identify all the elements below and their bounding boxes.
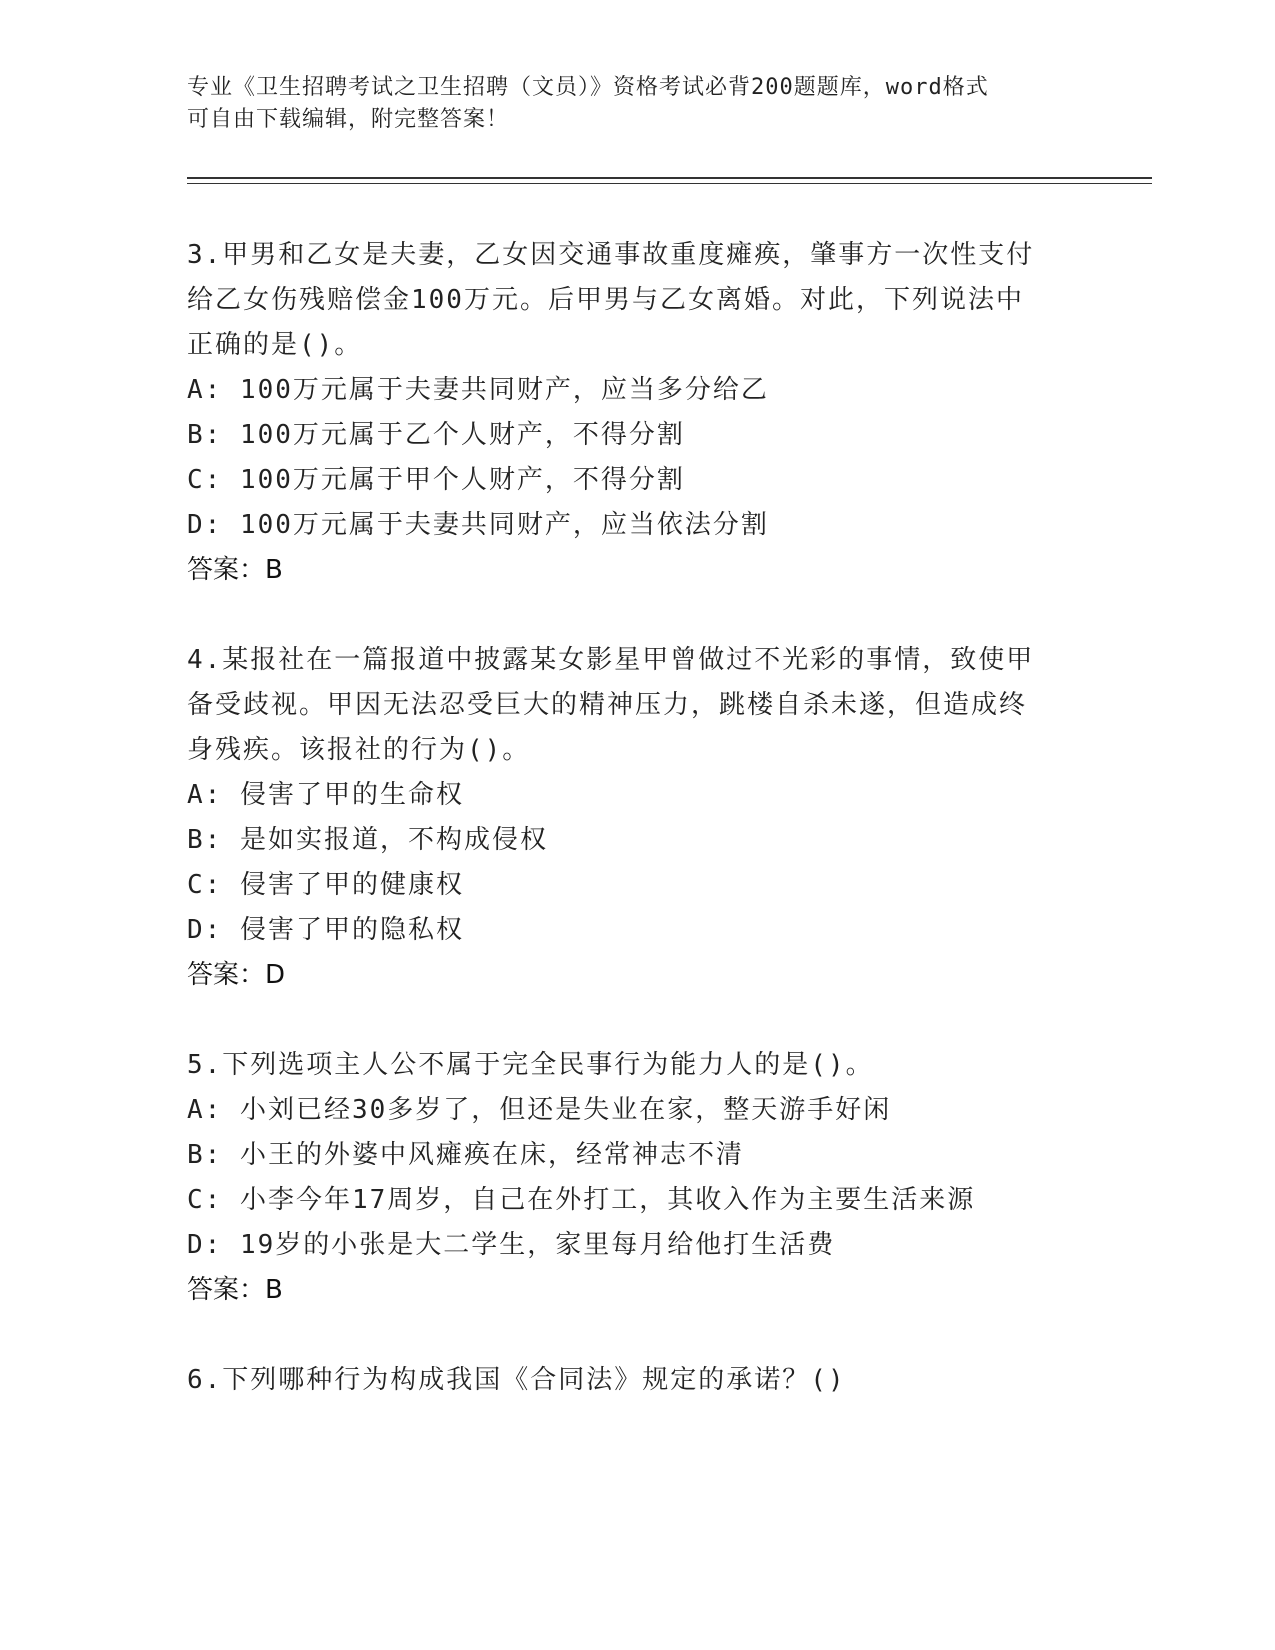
option-a: A: 侵害了甲的生命权: [187, 780, 464, 810]
option-d: D: 侵害了甲的隐私权: [187, 915, 464, 945]
header-divider: [187, 177, 1152, 179]
question-4: [187, 638, 1087, 998]
answer-line: 答案：D: [187, 960, 286, 990]
option-c: C: 100万元属于甲个人财产，不得分割: [187, 465, 685, 495]
question-stem-line: 6.下列哪种行为构成我国《合同法》规定的承诺？(): [187, 1365, 846, 1395]
header-line-1: 专业《卫生招聘考试之卫生招聘（文员）》资格考试必背200题题库，word格式: [187, 75, 989, 100]
option-b: B: 100万元属于乙个人财产，不得分割: [187, 420, 685, 450]
document-header: [187, 72, 1067, 136]
answer-line: 答案：B: [187, 1275, 283, 1305]
option-c: C: 小李今年17周岁，自己在外打工，其收入作为主要生活来源: [187, 1185, 976, 1215]
question-stem-line: 身残疾。该报社的行为()。: [187, 735, 531, 765]
question-6: [187, 1358, 1087, 1403]
option-a: A: 小刘已经30多岁了，但还是失业在家，整天游手好闲: [187, 1095, 892, 1125]
question-list: [187, 233, 1087, 1448]
answer-line: 答案：B: [187, 555, 283, 585]
option-a: A: 100万元属于夫妻共同财产，应当多分给乙: [187, 375, 769, 405]
question-stem-line: 4.某报社在一篇报道中披露某女影星甲曾做过不光彩的事情，致使甲: [187, 645, 1035, 675]
question-5: [187, 1043, 1087, 1313]
question-stem-line: 给乙女伤残赔偿金100万元。后甲男与乙女离婚。对此，下列说法中: [187, 285, 1024, 315]
option-c: C: 侵害了甲的健康权: [187, 870, 464, 900]
question-stem-line: 备受歧视。甲因无法忍受巨大的精神压力，跳楼自杀未遂，但造成终: [187, 690, 1028, 720]
option-d: D: 19岁的小张是大二学生，家里每月给他打生活费: [187, 1230, 836, 1260]
option-b: B: 是如实报道，不构成侵权: [187, 825, 548, 855]
question-stem-line: 5.下列选项主人公不属于完全民事行为能力人的是()。: [187, 1050, 874, 1080]
question-stem-line: 正确的是()。: [187, 330, 363, 360]
option-b: B: 小王的外婆中风瘫痪在床，经常神志不清: [187, 1140, 744, 1170]
header-divider-thin: [187, 183, 1152, 184]
header-line-2: 可自由下载编辑，附完整答案！: [187, 107, 510, 132]
question-stem-line: 3.甲男和乙女是夫妻，乙女因交通事故重度瘫痪，肇事方一次性支付: [187, 240, 1035, 270]
question-3: [187, 233, 1087, 593]
option-d: D: 100万元属于夫妻共同财产，应当依法分割: [187, 510, 769, 540]
